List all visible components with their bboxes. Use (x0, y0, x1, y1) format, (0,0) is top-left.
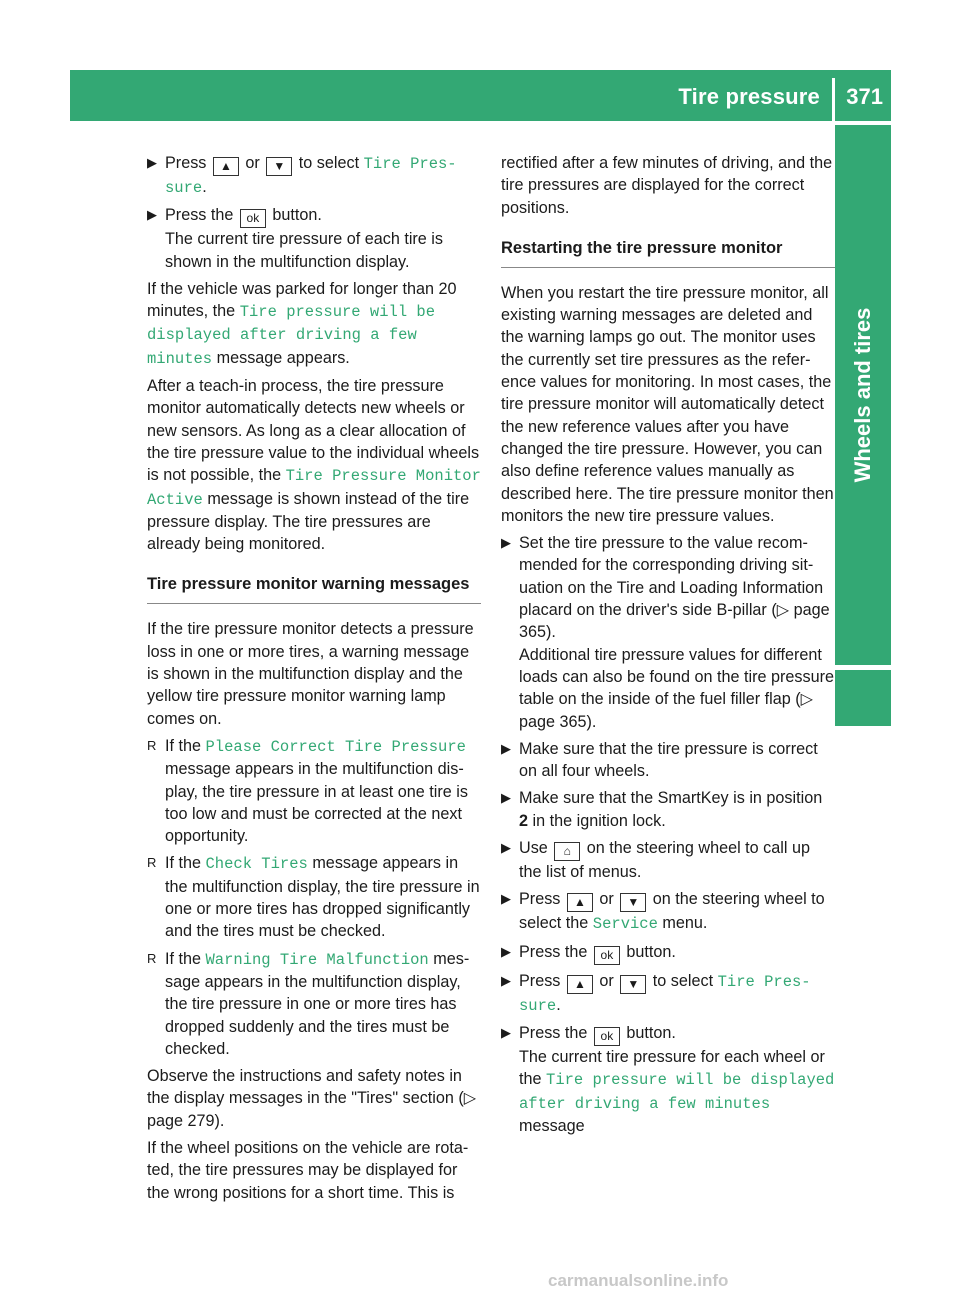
arrow-marker-icon: ▶ (501, 972, 511, 988)
up-arrow-icon: ▲ (213, 157, 239, 176)
display-message: Service (592, 915, 658, 934)
page-reference[interactable]: page 365). (519, 712, 597, 731)
instruction-step: ▶ Press the ok button. The current tire pressure for each wheel or the Tire pressure will be displayed after driving a few minutes message (501, 1023, 835, 1135)
arrow-marker-icon: ▶ (501, 840, 511, 856)
step-text: to select (298, 154, 360, 172)
instruction-step: ▶ Use ⌂ on the steering wheel to call up the list of menus. (501, 839, 810, 882)
arrow-marker-icon: ▶ (147, 155, 157, 170)
display-message: sure (519, 996, 557, 1015)
section-heading: Tire pressure monitor warning messages (147, 575, 470, 594)
bullet-item: R If the Please Correct Tire Pressure message appears in the multifunction display, the tire pressure in at least one tire is too low and must be corrected at the next opportunity. (147, 736, 468, 846)
ok-button-icon: ok (240, 209, 266, 228)
paragraph: When you restart the tire pressure monitor, all existing warning messages are deleted and the warning lamps go out. The monitor uses the currently set tire pressures as the reference values for monitoring. In most cases, the tire pressure monitor will automatically detect the new reference values after you have changed the tire pressure. However, you can also define reference values manually as described here. The tire pressure monitor then monitors the new tire pressure values. (501, 283, 834, 525)
page-header (70, 70, 891, 121)
display-message: Tire pressure will be displayed after driving a few minutes (519, 1071, 835, 1113)
instruction-step: ▶ Make sure that the tire pressure is correct on all four wheels. (501, 739, 818, 781)
right-column (501, 152, 835, 1142)
page-reference-icon: ▷ (463, 1089, 477, 1108)
step-text: button. (272, 206, 322, 225)
instruction-step: ▶ Press the ok button. (501, 941, 835, 965)
instruction-step (147, 204, 481, 273)
display-message: Check Tires (205, 855, 308, 874)
bullet-icon: R (147, 855, 157, 871)
chapter-marker (835, 670, 891, 726)
bullet-icon: R (147, 737, 157, 753)
ok-button-icon: ok (594, 1027, 620, 1046)
bullet-icon: R (147, 950, 157, 966)
down-arrow-icon: ▼ (620, 975, 646, 994)
paragraph: If the vehicle was parked for longer than 20 minutes, the Tire pressure will be displayed after driving a few minutes message appears. (147, 279, 457, 368)
arrow-marker-icon: ▶ (501, 1024, 511, 1040)
display-message: Warning Tire Malfunction (205, 950, 429, 969)
display-message: Tire Pres‐ (717, 972, 811, 991)
section-heading: Restarting the tire pressure monitor (501, 238, 783, 257)
section-title: Tire pressure (678, 84, 820, 109)
paragraph: Observe the instructions and safety notes in the display messages in the "Tires" section (▷ page 279). (147, 1067, 477, 1130)
home-icon: ⌂ (554, 842, 580, 861)
arrow-marker-icon: ▶ (501, 740, 511, 756)
down-arrow-icon: ▼ (620, 893, 646, 912)
paragraph: If the tire pressure monitor detects a pressure loss in one or more tires, a warning message is shown in the multifunction display and the yellow tire pressure monitor warning lamp comes on. (147, 620, 474, 728)
arrow-marker-icon: ▶ (501, 790, 511, 806)
header-separator (832, 78, 835, 121)
chapter-tab-label: Wheels and tires (850, 307, 875, 483)
display-message: Please Correct Tire Pressure (205, 737, 466, 756)
bullet-item: R If the Check Tires message appears in the multifunction display, the tire pressure in one or more tires has dropped significantly and the tires must be checked. (147, 854, 480, 941)
arrow-marker-icon: ▶ (147, 207, 157, 223)
ignition-position: 2 (519, 811, 529, 830)
instruction-step: ▶ Press ▲ or ▼ on the steering wheel to select the Service menu. (501, 890, 825, 934)
up-arrow-icon: ▲ (567, 893, 593, 912)
arrow-marker-icon: ▶ (501, 535, 511, 551)
down-arrow-icon: ▼ (266, 157, 292, 176)
instruction-step: ▶ Make sure that the SmartKey is in position 2 in the ignition lock. (501, 789, 823, 830)
paragraph: If the wheel positions on the vehicle are rotated, the tire pressures may be displayed for the wrong positions for a short time. This is (147, 1138, 469, 1202)
step-result: The current tire pressure of each tire is shown in the multifunction display. (165, 230, 444, 271)
bullet-item: R If the Warning Tire Malfunction message appears in the multifunction display, the tire pressure in one or more tires has dropped suddenly and the tires must be checked. (147, 949, 470, 1058)
arrow-marker-icon: ▶ (501, 891, 511, 907)
heading-rule (501, 267, 835, 268)
left-column (147, 152, 481, 1209)
instruction-step: ▶ Press ▲ or ▼ to select Tire Pres‐ sure. (501, 971, 811, 1015)
instruction-step: ▶ Set the tire pressure to the value recommended for the corresponding driving situation on the Tire and Loading Information placard on the driver's side B-pillar (▷ page 365). Additional tire pressure values for different loads can also be found on the tire pressure table on the inside of the fuel filler flap (▷ page 365). (501, 534, 834, 731)
page-reference[interactable]: page 365). (519, 601, 830, 642)
instruction-step (147, 152, 481, 199)
page-number: 371 (846, 84, 883, 109)
display-message: Tire Pressure Monitor Active (147, 467, 481, 509)
page-reference-icon: ▷ (776, 601, 790, 620)
step-text: or (245, 154, 260, 172)
display-message: sure (165, 179, 203, 197)
arrow-marker-icon: ▶ (501, 943, 511, 959)
up-arrow-icon: ▲ (567, 975, 593, 994)
step-text: Press the (165, 206, 234, 225)
heading-rule (147, 603, 481, 604)
step-text: Press (165, 154, 207, 172)
display-message: Tire pressure will be displayed after driving a few minutes (147, 303, 436, 368)
watermark: carmanualsonline.info (548, 1271, 729, 1290)
chapter-tab (835, 125, 891, 665)
paragraph: rectified after a few minutes of driving, and the tire pressures are displayed for the correct positions. (501, 154, 833, 217)
paragraph: After a teach-in process, the tire pressure monitor automatically detects new wheels or new sensors. As long as a clear allocation of the tire pressure value to the individual wheels is not possible, the Tire Pressure Monitor Active message is shown instead of the tire pressure display. The tire pressures are already being monitored. (147, 377, 481, 554)
page-reference-icon: ▷ (800, 690, 814, 709)
step-text: . (202, 178, 207, 196)
ok-button-icon: ok (594, 946, 620, 965)
page-reference[interactable]: page 279). (147, 1111, 225, 1130)
display-message: Tire Pres‐ (363, 155, 457, 173)
